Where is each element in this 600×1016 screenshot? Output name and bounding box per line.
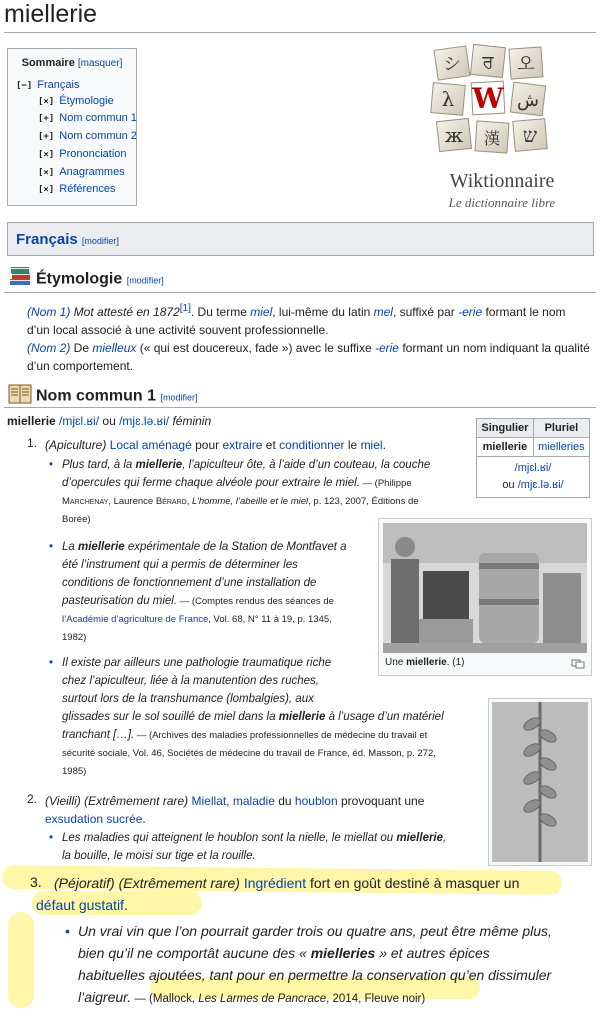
svg-text:λ: λ: [441, 87, 455, 111]
puzzle-logo-icon: [420, 44, 584, 169]
dictionary-icon: [8, 383, 32, 410]
example-1: • Plus tard, à la miellerie, l’apiculteur ôte, à l’aide d’un couteau, la couche d’opercules qui ferme chaque alvéole pour extraire le miel. — (Philippe Marchenay, Laurence Bérard, L’homme, l’abeille et le miel, p. 123, 2007, Éditions de Borée): [62, 456, 462, 529]
svg-text:ש: ש: [522, 123, 538, 147]
toc-collapse-toggle[interactable]: [−]: [16, 81, 33, 91]
photo-thumbnail-hops[interactable]: [488, 698, 592, 866]
table-of-contents: [7, 48, 137, 206]
photo-thumbnail[interactable]: [378, 518, 592, 676]
edit-link[interactable]: [modifier]: [160, 392, 198, 403]
definition-number: 3.: [30, 874, 42, 890]
headword-line: miellerie /mjɛl.ʁi/ ou /mjɛ.lə.ʁi/ féminin: [7, 414, 212, 428]
example-4: • Les maladies qui atteignent le houblon sont la nielle, le miellat ou miellerie, la bouille, le moisi sur tige et la rouille.: [62, 829, 482, 865]
language-section-header: [7, 222, 594, 256]
toc-heading: Sommaire: [21, 57, 75, 69]
svg-text:ж: ж: [444, 123, 464, 147]
logo-tagline: Le dictionnaire libre: [448, 195, 556, 210]
toc-item-nom-commun-1[interactable]: [+] Nom commun 1: [38, 112, 137, 124]
section-divider: [4, 407, 596, 408]
svg-text:ش: ش: [517, 90, 539, 111]
highlight-mark: [8, 912, 34, 1008]
edit-link[interactable]: [modifier]: [126, 275, 164, 286]
honey-extractor-image[interactable]: [383, 523, 587, 653]
definition-number: 1.: [27, 436, 38, 450]
svg-text:シ: シ: [443, 54, 461, 75]
toc-item-etymologie[interactable]: [×] Étymologie: [38, 95, 114, 107]
toc-item-anagrammes[interactable]: [×] Anagrammes: [38, 166, 125, 178]
toc-item-references[interactable]: [×] Références: [38, 183, 116, 195]
declension-table: Singulier Pluriel miellerie mielleries /mjɛl.ʁi/ ou /mjɛ.lə.ʁi/: [476, 418, 590, 498]
books-icon: [8, 266, 32, 293]
enlarge-icon[interactable]: [571, 659, 585, 669]
svg-text:漢: 漢: [483, 129, 501, 148]
example-5: • Un vrai vin que l’on pourrait garder trois ou quatre ans, peut être même plus, bien qu’il ne comportât aucune des « mielleries » et autres épices habituelles ajoutées, tant pour en permettre la conservation qu’en dissimuler l’aigreur. — (Mallock, Les Larmes de Pancrace, 2014, Fleuve noir): [78, 920, 593, 1010]
wiktionnaire-logo[interactable]: [420, 44, 584, 216]
svg-text:W: W: [472, 82, 504, 115]
edit-link[interactable]: [modifier]: [81, 236, 119, 246]
svg-text:오: 오: [517, 54, 535, 75]
example-3: • Il existe par ailleurs une pathologie traumatique riche chez l’apiculteur, liée à la manutention des ruches, surtout lors de la transhumance (lombalgies), aux glissades sur le sol souillé de miel dans la miellerie à l’usage d’un matériel tranchant […]. — (Archives des maladies professionnelles de médecine du travail et sécurité sociale, Vol. 46, Sociétés de médecine du travail de France, éd. Masson, p. 272, 1985): [62, 654, 482, 781]
toc-item-nom-commun-2[interactable]: [+] Nom commun 2: [38, 130, 137, 142]
logo-name: Wiktionnaire: [449, 170, 555, 192]
definition-3: (Péjoratif) (Extrêmement rare) Ingrédient fort en goût destiné à masquer un défaut gustatif.: [36, 875, 520, 913]
toc-hide-toggle[interactable]: [masquer]: [77, 58, 123, 69]
toc-item-prononciation[interactable]: [×] Prononciation: [38, 148, 127, 160]
etymology-text: (Nom 1) Mot attesté en 1872[1]. Du terme miel, lui-même du latin mel, suffixé par -erie formant le nom d’un local associé à une activité souvent professionnelle. (Nom 2) De mielleux (« qui est doucereux, fade ») avec le suffixe -erie formant un nom indiquant la qualité d’un comportement.: [27, 303, 590, 373]
definition-1: (Apiculture) Local aménagé pour extraire et conditionner le miel.: [45, 438, 386, 452]
definition-number: 2.: [27, 792, 38, 806]
title-divider: [4, 32, 596, 33]
section-divider: [4, 292, 596, 293]
photo-caption: Une miellerie. (1): [385, 657, 465, 668]
hops-plant-image[interactable]: [492, 702, 588, 862]
etymology-heading: Étymologie [modifier]: [8, 266, 164, 293]
page-title: miellerie: [4, 0, 98, 28]
toc-item-francais[interactable]: [−] Français: [16, 79, 80, 91]
svg-text:ਰ: ਰ: [482, 52, 494, 73]
language-heading[interactable]: Français [modifier]: [16, 231, 119, 248]
definition-2: (Vieilli) (Extrêmement rare) Miellat, maladie du houblon provoquant une exsudation sucrée.: [45, 794, 425, 826]
noun1-heading: Nom commun 1 [modifier]: [8, 383, 197, 410]
example-2: • La miellerie expérimentale de la Station de Montfavet a été l’instrument qui a permis de déterminer les conditions de fonctionnement d’une installation de pasteurisation du miel. — (Comptes rendus des séances de l’Académie d’agriculture de France, Vol. 68, N° 11 à 19, p. 1345, 1982): [62, 538, 372, 647]
